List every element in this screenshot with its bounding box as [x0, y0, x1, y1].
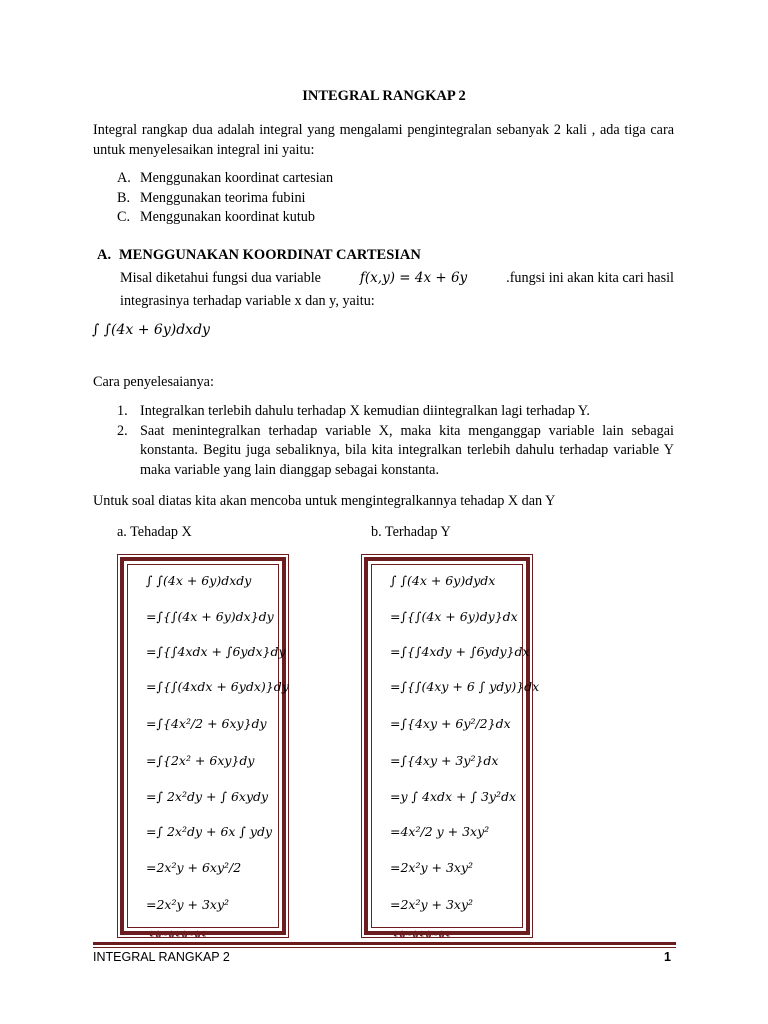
math-line: =∫{4x²/2 + 6xy}dy: [146, 716, 267, 731]
list-item: A. Menggunakan koordinat cartesian: [117, 170, 334, 186]
footer-title: INTEGRAL RANGKAP 2: [93, 950, 230, 964]
function-formula: f(x,y) = 4x + 6y: [359, 270, 468, 286]
page-number: 1: [664, 950, 671, 964]
footer-divider: [93, 942, 676, 945]
integration-box-x: [120, 557, 289, 935]
math-line: =∫{4xy + 6y²/2}dx: [390, 716, 511, 731]
math-line: =∫{∫4xdy + ∫6ydy}dx: [390, 644, 530, 659]
math-line: =2x²y + 6xy²/2: [146, 860, 242, 875]
math-line: =∫ 2x²dy + 6x ∫ ydy: [146, 824, 273, 839]
math-line: =2x²y + 3xy²: [390, 897, 474, 912]
footer-divider-thin: [93, 947, 676, 948]
example-text: Misal diketahui fungsi dua variable f(x,y) = 4x + 6y .fungsi ini akan kita cari hasil integrasinya terhadap variable x dan y, yaitu:: [120, 267, 674, 313]
math-line: =∫{∫(4x + 6y)dy}dx: [390, 609, 518, 624]
ornament-icon: ❦✿❧✿❦✿❧✿❦: [148, 930, 207, 940]
steps-list: [117, 402, 674, 480]
list-item: B. Menggunakan teorima fubini: [117, 189, 306, 206]
math-line: =y ∫ 4xdx + ∫ 3y²dx: [390, 789, 517, 804]
math-line: =∫{∫(4xdx + 6ydx)}dy: [146, 679, 289, 694]
ornament-icon: ❦✿❧✿❦✿❧✿❦: [392, 930, 451, 940]
column-a-label: a. Tehadap X: [117, 524, 192, 540]
math-line: =4x²/2 y + 3xy²: [390, 824, 490, 839]
main-integral: ∫ ∫(4x + 6y)dxdy: [92, 322, 210, 338]
integration-box-y: [364, 557, 540, 935]
methods-list: [117, 169, 674, 228]
column-b-label: b. Terhadap Y: [371, 524, 451, 540]
math-line: =∫{∫(4xy + 6 ∫ ydy)}dx: [390, 679, 540, 694]
math-line: =∫{∫(4x + 6y)dx}dy: [146, 609, 274, 624]
cara-label: Cara penyelesaianya:: [93, 374, 214, 390]
math-line: ∫ ∫(4x + 6y)dxdy: [146, 573, 252, 588]
list-item: 1. Integralkan terlebih dahulu terhadap X kemudian diintegralkan lagi terhadap Y.: [117, 403, 590, 419]
math-line: =2x²y + 3xy²: [390, 860, 474, 875]
list-item: C. Menggunakan koordinat kutub: [117, 209, 315, 226]
math-line: =∫{∫4xdx + ∫6ydx}dy: [146, 644, 286, 659]
math-line: =∫{4xy + 3y²}dx: [390, 753, 499, 768]
page-title: INTEGRAL RANGKAP 2: [302, 88, 466, 104]
untuk-paragraph: Untuk soal diatas kita akan mencoba untuk mengintegralkannya tehadap X dan Y: [93, 493, 556, 509]
math-line: =∫{2x² + 6xy}dy: [146, 753, 255, 768]
math-line: =2x²y + 3xy²: [146, 897, 230, 912]
math-line: =∫ 2x²dy + ∫ 6xydy: [146, 789, 269, 804]
math-line: ∫ ∫(4x + 6y)dydx: [390, 573, 496, 588]
section-heading: A. MENGGUNAKAN KOORDINAT CARTESIAN: [97, 247, 421, 263]
intro-paragraph: Integral rangkap dua adalah integral yang mengalami pengintegralan sebanyak 2 kali , ada tiga cara untuk menyelesaikan integral ini yaitu:: [93, 122, 674, 158]
list-item: 2. Saat menintegralkan terhadap variable X, maka kita menganggap variable lain sebagai konstanta. Begitu juga sebaliknya, bila kita integralkan terlebih dahulu terhadap variable Y maka variable yang lain dianggap sebagai konstanta.: [117, 422, 674, 478]
